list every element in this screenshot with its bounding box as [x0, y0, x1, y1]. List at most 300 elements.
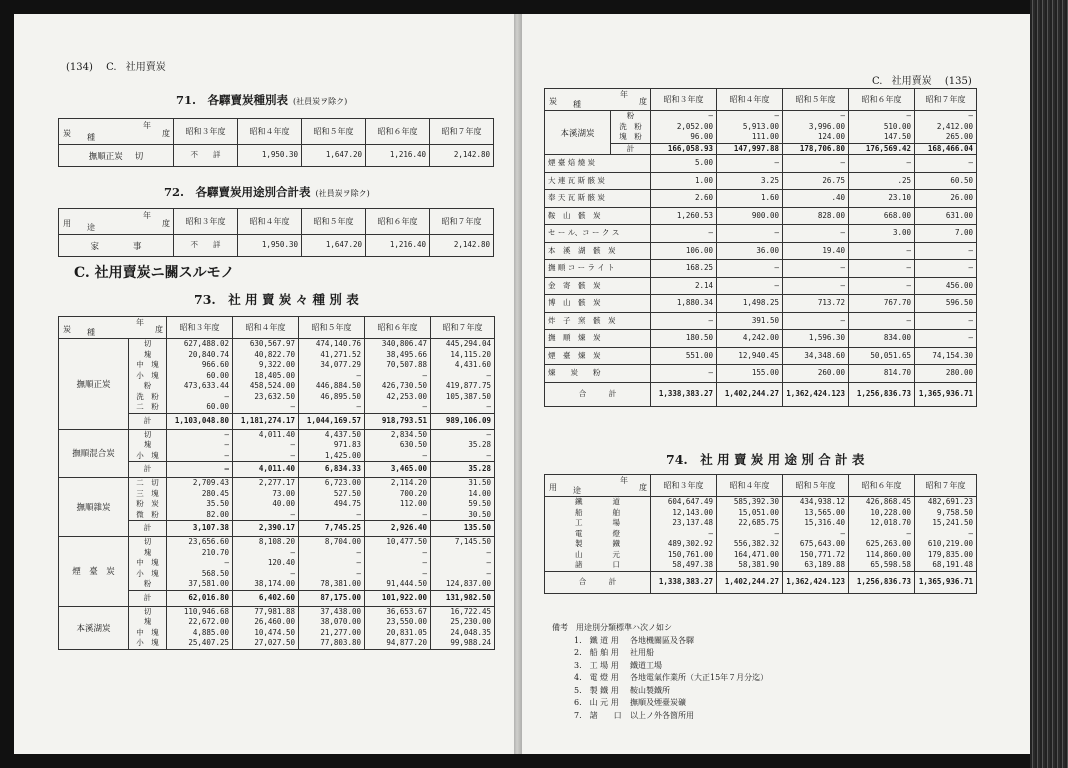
value-cell: 110,946.68 22,672.00 4,885.00 25,407.25 [167, 606, 233, 649]
corner-h4: 種 [573, 100, 581, 109]
table-row [545, 365, 977, 383]
value-cell: 1,596.30 [783, 330, 849, 348]
value-cell: — 3,996.00 124.00 [783, 111, 849, 144]
grand-total-cell: 1,338,383.27 [651, 382, 717, 406]
year-header: 昭和５年度 [299, 317, 365, 339]
value-cell: 8,108.20 — 120.40 — 38,174.00 [233, 537, 299, 591]
value-cell: 26.75 [783, 172, 849, 190]
row-labels: 鐵 道 船 舶 工 場 電 燈 製 鐵 山 元 諸 口 [545, 497, 651, 572]
value-cell: 474,140.76 41,271.52 34,077.29 — 446,884.50 46,895.50 — [299, 339, 365, 414]
value-cell: — [915, 260, 977, 278]
value-cell: — [717, 260, 783, 278]
total-cell: 87,175.00 [299, 590, 365, 606]
value-cell: — [849, 242, 915, 260]
table-74-title: 74. 社 用 賣 炭 用 途 別 合 計 表 [666, 452, 865, 467]
cell: 1,950.30 [238, 145, 302, 167]
corner-h2: 度 [155, 325, 163, 334]
table-row [545, 190, 977, 208]
value-cell: 1.60 [717, 190, 783, 208]
page-edge [1030, 0, 1068, 768]
corner-h4: 途 [573, 486, 581, 495]
value-cell: 631.00 [915, 207, 977, 225]
corner-h4: 種 [87, 328, 95, 337]
value-cell: 6,723.00 527.50 494.75 — [299, 478, 365, 521]
group-label: 撫順混合炭 [59, 429, 129, 478]
year-header: 昭和３年度 [174, 209, 238, 235]
value-cell: 828.00 [783, 207, 849, 225]
table-74 [544, 474, 977, 594]
value-cell: 391.50 [717, 312, 783, 330]
table-row [545, 330, 977, 348]
row-label: 博 山 骸 炭 [545, 295, 651, 313]
table-row [59, 339, 495, 414]
value-cell: — [915, 312, 977, 330]
value-cell: 445,294.04 14,115.20 4,431.60 — 419,877.75 105,387.50 — [431, 339, 495, 414]
total-cell: 131,982.50 [431, 590, 495, 606]
total-cell: 1,103,048.80 [167, 413, 233, 429]
remarks-title: 備考 用途別分類標準ハ次ノ如シ [552, 623, 672, 632]
value-cell: 7.00 [915, 225, 977, 243]
table-73 [58, 316, 495, 650]
grand-total-row [545, 382, 977, 406]
year-header: 昭和７年度 [430, 209, 494, 235]
value-cell: 23.10 [849, 190, 915, 208]
remark-value: 鞍山製鐵所 [630, 685, 670, 695]
value-cell: — [915, 330, 977, 348]
value-cell: 2,834.50 630.50 — [365, 429, 431, 462]
value-cell: 34,348.60 [783, 347, 849, 365]
value-cell: 60.50 [915, 172, 977, 190]
table-row [545, 225, 977, 243]
cell: 2,142.80 [430, 145, 494, 167]
table-71-title [176, 92, 347, 108]
value-cell: 36,653.67 23,550.00 20,831.05 94,877.20 [365, 606, 431, 649]
remark-item [552, 647, 768, 660]
remark-value: 各地機關區及各驛 [630, 635, 694, 645]
value-cell: 12,940.45 [717, 347, 783, 365]
table-row [545, 111, 977, 144]
remark-value: 社用船 [630, 648, 654, 657]
remark-key: 3. 工 場 用 [574, 660, 619, 670]
group-label: 撫順雜炭 [59, 478, 129, 537]
value-cell: 767.70 [849, 295, 915, 313]
cell: 1,647.20 [302, 235, 366, 257]
table-row [59, 606, 495, 649]
total-cell: 6,834.33 [299, 462, 365, 478]
year-header: 昭和６年度 [365, 317, 431, 339]
table-73-title: 73. 社 用 賣 炭 々 種 別 表 [194, 292, 359, 307]
value-cell: 551.00 [651, 347, 717, 365]
value-cell: 1.00 [651, 172, 717, 190]
year-header: 昭和７年度 [431, 317, 495, 339]
value-cell: 1,498.25 [717, 295, 783, 313]
row-label: 奉 天 瓦 斯 骸 炭 [545, 190, 651, 208]
section-heading: C. 社用賣炭ニ關スルモノ [74, 265, 235, 281]
header-title: 社用賣炭 [125, 62, 166, 73]
value-cell: .25 [849, 172, 915, 190]
year-header: 昭和４年度 [238, 119, 302, 145]
total-cell: 1,044,169.57 [299, 413, 365, 429]
total-cell: 1,365,936.71 [915, 571, 977, 593]
value-cell: — [915, 155, 977, 173]
value-cell: 627,488.02 20,840.74 966.60 60.00 473,633.44 — 60.00 [167, 339, 233, 414]
value-cell: .40 [783, 190, 849, 208]
total-cell: 1,362,424.123 [783, 571, 849, 593]
value-cell: 1,260.53 [651, 207, 717, 225]
table-72-corner [59, 209, 174, 235]
row-label-text: 撫順正炭 [88, 151, 123, 162]
table-71-corner [59, 119, 174, 145]
year-header: 昭和４年度 [238, 209, 302, 235]
value-cell: — 5,913.00 111.00 [717, 111, 783, 144]
remark-key: 6. 山 元 用 [574, 698, 619, 707]
remarks-list [552, 635, 768, 723]
total-label: 計 [611, 143, 651, 155]
table-row [545, 260, 977, 278]
table-72-title-text: 72. 各驛賣炭用途別合計表 [164, 185, 311, 199]
remark-value: 撫順及煙臺炭礦 [630, 698, 686, 707]
grand-total-label: 合 計 [545, 382, 651, 406]
value-cell: 834.00 [849, 330, 915, 348]
year-header: 昭和４年度 [233, 317, 299, 339]
right-page-header [872, 72, 972, 87]
value-cell: 19.40 [783, 242, 849, 260]
grand-total-cell: 1,365,936.71 [915, 382, 977, 406]
year-header: 昭和４年度 [717, 89, 783, 111]
value-cell: — [717, 155, 783, 173]
value-cell: 168.25 [651, 260, 717, 278]
cell: 1,647.20 [302, 145, 366, 167]
remark-key: 4. 電 燈 用 [574, 673, 619, 682]
value-cell: 36.00 [717, 242, 783, 260]
value-cell: 2,277.17 73.00 40.00 — [233, 478, 299, 521]
value-cell: 5.00 [651, 155, 717, 173]
grand-total-cell: 1,256,836.73 [849, 382, 915, 406]
value-cell: 630,567.97 40,822.70 9,322.00 18,405.00 458,524.00 23,632.50 — [233, 339, 299, 414]
row-label: 煙 臺 煉 炭 [545, 347, 651, 365]
left-page-header [66, 58, 166, 73]
value-cell: — [783, 225, 849, 243]
value-cell: — [651, 312, 717, 330]
table-71-subtitle: (社員炭ヲ除ク) [293, 97, 348, 106]
remark-value: 以上ノ外各箇所用 [630, 710, 694, 720]
cell: 1,216.40 [366, 145, 430, 167]
year-header: 昭和３年度 [167, 317, 233, 339]
value-cell: — [849, 260, 915, 278]
value-cell: 604,647.49 12,143.00 23,137.48 — 489,302.92 150,761.00 58,497.38 [651, 497, 717, 572]
corner-h1: 年 [143, 211, 151, 220]
total-label: 合 計 [545, 571, 651, 593]
remark-key: 1. 鐵 道 用 [574, 635, 619, 645]
year-header: 昭和３年度 [651, 475, 717, 497]
value-cell: — 510.00 147.50 [849, 111, 915, 144]
value-cell: — 2,052.00 96.00 [651, 111, 717, 144]
total-cell: 147,997.88 [717, 143, 783, 155]
total-cell: 7,745.25 [299, 521, 365, 537]
value-cell: — [717, 225, 783, 243]
table-corner [59, 317, 167, 339]
value-cell: 106.00 [651, 242, 717, 260]
value-cell: 8,704.00 — — — 78,381.00 [299, 537, 365, 591]
corner-h1: 年 [143, 121, 151, 130]
row-label: 炸 子 窯 骸 炭 [545, 312, 651, 330]
corner-h3: 用 [63, 219, 71, 228]
table-row [545, 347, 977, 365]
value-cell: 2.60 [651, 190, 717, 208]
grand-total-cell: 1,402,244.27 [717, 382, 783, 406]
year-header: 昭和５年度 [783, 475, 849, 497]
total-cell: 918,793.51 [365, 413, 431, 429]
value-cell: — [783, 155, 849, 173]
table-row [545, 277, 977, 295]
year-header: 昭和４年度 [717, 475, 783, 497]
table-71-title-text: 71. 各驛賣炭種別表 [176, 93, 289, 107]
table-corner [545, 475, 651, 497]
year-header: 昭和６年度 [849, 475, 915, 497]
value-cell: 180.50 [651, 330, 717, 348]
total-cell: 4,011.40 [233, 462, 299, 478]
row-label: 大 連 瓦 斯 骸 炭 [545, 172, 651, 190]
value-cell: 16,722.45 25,230.00 24,048.35 99,988.24 [431, 606, 495, 649]
value-cell: 4,011.40 — — [233, 429, 299, 462]
total-cell: 135.50 [431, 521, 495, 537]
table-row [545, 312, 977, 330]
value-cell: — [849, 277, 915, 295]
row-label: 本 溪 湖 骸 炭 [545, 242, 651, 260]
value-cell: 434,938.12 13,565.00 15,316.40 — 675,643.00 150,771.72 63,189.88 [783, 497, 849, 572]
value-cell: 2,114.20 700.20 112.00 — [365, 478, 431, 521]
total-cell: 989,106.09 [431, 413, 495, 429]
row-label: 鞍 山 骸 炭 [545, 207, 651, 225]
row-sub-label: 切 [134, 151, 144, 162]
cell: 不 詳 [174, 235, 238, 257]
value-cell: — [717, 277, 783, 295]
remark-item [552, 660, 768, 673]
remark-item [552, 697, 768, 710]
right-page [522, 14, 1030, 754]
total-cell: — [167, 462, 233, 478]
total-cell: 178,706.80 [783, 143, 849, 155]
total-label: 計 [129, 521, 167, 537]
sub-labels: 切 塊 中 塊 小 塊 粉 [129, 537, 167, 591]
table-row [59, 537, 495, 591]
year-header: 昭和５年度 [302, 119, 366, 145]
total-cell: 1,402,244.27 [717, 571, 783, 593]
value-cell: — [783, 260, 849, 278]
value-cell: 3.25 [717, 172, 783, 190]
value-cell: 426,868.45 10,228.00 12,018.70 — 625,263.00 114,860.00 65,598.58 [849, 497, 915, 572]
value-cell: — — — [167, 429, 233, 462]
row-label: 金 寄 骸 炭 [545, 277, 651, 295]
total-row [545, 571, 977, 593]
value-cell: 7,145.50 — — — 124,837.00 [431, 537, 495, 591]
year-header: 昭和７年度 [915, 475, 977, 497]
page-number: (135) [944, 76, 972, 87]
corner-h3: 炭 [63, 325, 71, 334]
value-cell: — [651, 225, 717, 243]
sub-labels: 粉 洗 粉 塊 粉 [611, 111, 651, 144]
corner-h2: 度 [162, 219, 170, 228]
header-section: C. [106, 62, 117, 73]
table-row [545, 207, 977, 225]
table-72 [58, 208, 494, 257]
total-cell: 62,016.80 [167, 590, 233, 606]
total-label: 計 [129, 590, 167, 606]
year-header: 昭和７年度 [915, 89, 977, 111]
total-cell: 176,569.42 [849, 143, 915, 155]
total-cell: 3,107.38 [167, 521, 233, 537]
total-cell: 168,466.04 [915, 143, 977, 155]
year-header: 昭和６年度 [366, 119, 430, 145]
table-71 [58, 118, 494, 167]
remark-value: 鐵道工場 [630, 660, 662, 670]
corner-h1: 年 [620, 90, 628, 99]
value-cell: — [783, 312, 849, 330]
value-cell: — [849, 312, 915, 330]
remark-item [552, 685, 768, 698]
group-label: 撫順正炭 [59, 339, 129, 430]
value-cell: 482,691.23 9,758.50 15,241.50 — 610,219.00 179,835.00 68,191.48 [915, 497, 977, 572]
remark-key: 7. 諸 口 [574, 710, 622, 720]
remark-item [552, 635, 768, 648]
row-label: 撫 順 煉 炭 [545, 330, 651, 348]
table-row [545, 155, 977, 173]
grand-total-cell: 1,362,424.123 [783, 382, 849, 406]
cell: 2,142.80 [430, 235, 494, 257]
value-cell: 10,477.50 — — — 91,444.50 [365, 537, 431, 591]
value-cell: 26.00 [915, 190, 977, 208]
value-cell: 74,154.30 [915, 347, 977, 365]
year-header: 昭和５年度 [302, 209, 366, 235]
total-cell: 3,465.00 [365, 462, 431, 478]
value-cell: 3.00 [849, 225, 915, 243]
sub-labels: 二 切 三 塊 粉 炭 微 粉 [129, 478, 167, 521]
total-cell: 166,058.93 [651, 143, 717, 155]
cell: 不 詳 [174, 145, 238, 167]
table-row [59, 145, 494, 167]
corner-h2: 度 [162, 129, 170, 138]
total-cell: 1,256,836.73 [849, 571, 915, 593]
sub-labels: 切 塊 中 塊 小 塊 [129, 606, 167, 649]
value-cell: 1,880.34 [651, 295, 717, 313]
corner-h3: 用 [549, 483, 557, 492]
table-row [59, 478, 495, 521]
row-label: 煙 臺 焙 燒 炭 [545, 155, 651, 173]
total-cell: 101,922.00 [365, 590, 431, 606]
value-cell: — 35.28 — [431, 429, 495, 462]
corner-h4: 種 [87, 133, 95, 142]
group-label: 本溪湖炭 [545, 111, 611, 155]
cell: 1,216.40 [366, 235, 430, 257]
corner-h2: 度 [639, 97, 647, 106]
value-cell: 37,438.00 38,070.00 21,277.00 77,803.80 [299, 606, 365, 649]
table-row [59, 429, 495, 462]
total-cell: 35.28 [431, 462, 495, 478]
group-label: 煙 臺 炭 [59, 537, 129, 607]
corner-h1: 年 [620, 476, 628, 485]
table-72-title [164, 184, 370, 200]
total-cell: 1,181,274.17 [233, 413, 299, 429]
value-cell: 31.50 14.00 59.50 30.50 [431, 478, 495, 521]
value-cell: 260.00 [783, 365, 849, 383]
table-corner [545, 89, 651, 111]
year-header: 昭和７年度 [430, 119, 494, 145]
corner-h4: 途 [87, 223, 95, 232]
year-header: 昭和６年度 [849, 89, 915, 111]
value-cell: 668.00 [849, 207, 915, 225]
corner-h3: 炭 [549, 97, 557, 106]
row-label: 家 事 [59, 235, 174, 257]
value-cell: 23,656.60 210.70 — 568.50 37,581.00 [167, 537, 233, 591]
value-cell: 2.14 [651, 277, 717, 295]
page-number: (134) [66, 62, 93, 73]
value-cell: 814.70 [849, 365, 915, 383]
total-label: 計 [129, 462, 167, 478]
remark-key: 2. 船 舶 用 [574, 648, 619, 657]
row-label [59, 145, 174, 167]
value-cell: 4,242.00 [717, 330, 783, 348]
remark-key: 5. 製 鐵 用 [574, 685, 619, 695]
corner-h1: 年 [136, 318, 144, 327]
value-cell: 77,981.88 26,460.00 10,474.50 27,027.50 [233, 606, 299, 649]
value-cell: — [783, 277, 849, 295]
value-cell: 280.00 [915, 365, 977, 383]
value-cell: 50,051.65 [849, 347, 915, 365]
header-section: C. [872, 76, 883, 87]
header-title: 社用賣炭 [891, 76, 932, 87]
table-row [545, 242, 977, 260]
row-label: 煉 炭 粉 [545, 365, 651, 383]
value-cell: 456.00 [915, 277, 977, 295]
value-cell: 585,392.30 15,051.00 22,685.75 — 556,382.32 164,471.00 58,381.90 [717, 497, 783, 572]
value-cell: — [651, 365, 717, 383]
row-label: 撫 順 コ ー ラ イ ト [545, 260, 651, 278]
table-row [545, 172, 977, 190]
value-cell: 340,806.47 38,495.66 70,507.88 — 426,730.50 42,253.00 — [365, 339, 431, 414]
cell: 1,950.30 [238, 235, 302, 257]
value-cell: 2,709.43 280.45 35.50 82.00 [167, 478, 233, 521]
total-cell: 6,402.60 [233, 590, 299, 606]
total-cell: 2,390.17 [233, 521, 299, 537]
value-cell: — [915, 242, 977, 260]
remark-item [552, 710, 768, 723]
table-72-subtitle: (社員炭ヲ除ク) [315, 189, 370, 198]
corner-h2: 度 [639, 483, 647, 492]
value-cell: 900.00 [717, 207, 783, 225]
table-row [545, 497, 977, 572]
year-header: 昭和６年度 [366, 209, 430, 235]
value-cell: 596.50 [915, 295, 977, 313]
total-cell: 1,338,383.27 [651, 571, 717, 593]
year-header: 昭和３年度 [174, 119, 238, 145]
table-73-continued [544, 88, 977, 407]
remark-item [552, 672, 768, 685]
value-cell: — [849, 155, 915, 173]
remark-value: 各地電氣作業所（大正15年７月分迄） [630, 673, 769, 682]
left-page [14, 14, 514, 754]
table-row [545, 295, 977, 313]
sub-labels: 切 塊 小 塊 [129, 429, 167, 462]
group-label: 本溪湖炭 [59, 606, 129, 649]
year-header: 昭和５年度 [783, 89, 849, 111]
corner-h3: 炭 [63, 129, 71, 138]
total-label: 計 [129, 413, 167, 429]
value-cell: 155.00 [717, 365, 783, 383]
value-cell: — 2,412.00 265.00 [915, 111, 977, 144]
value-cell: 4,437.50 971.83 1,425.00 [299, 429, 365, 462]
remarks [552, 622, 768, 722]
total-cell: 2,926.40 [365, 521, 431, 537]
